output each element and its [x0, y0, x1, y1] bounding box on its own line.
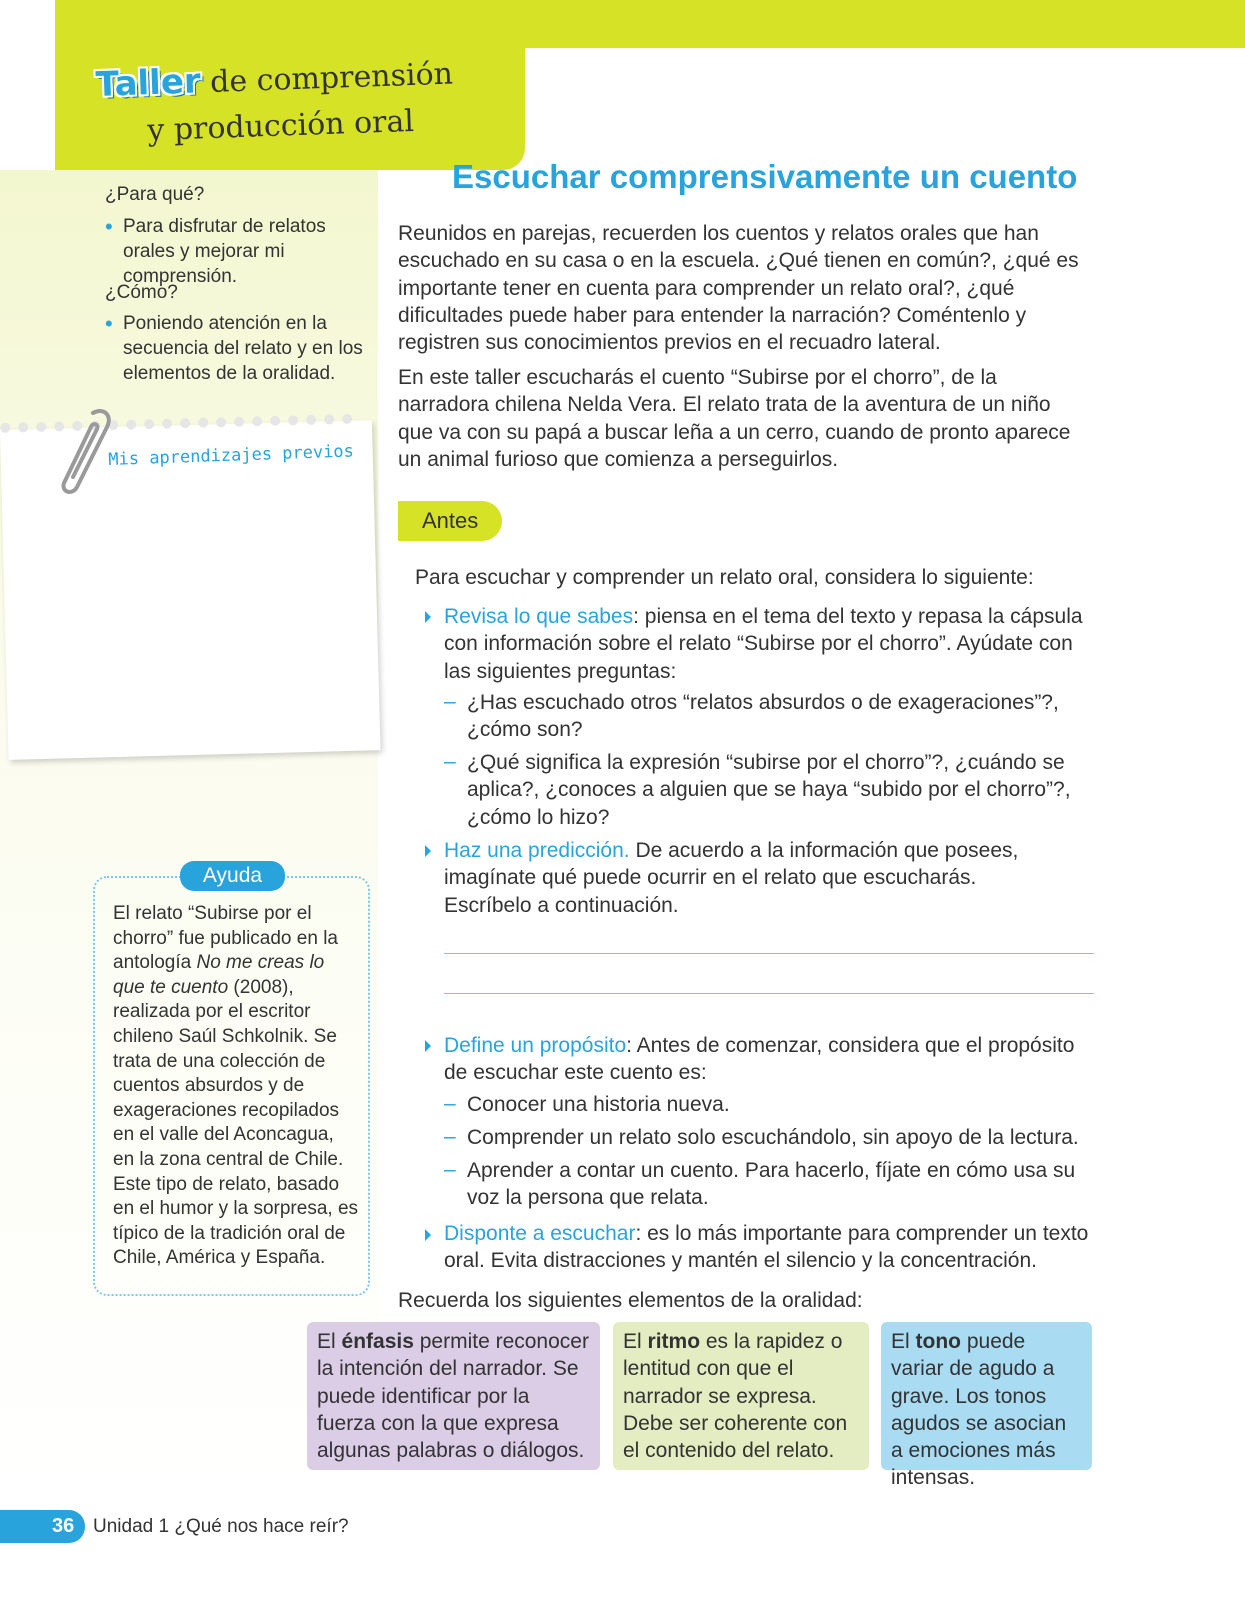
bullet-arrow-icon [425, 611, 431, 623]
page-number: 36 [52, 1515, 75, 1537]
bullet-arrow-icon [425, 845, 431, 857]
dash-icon: – [444, 750, 456, 773]
bullet-heading: Define un propósito [444, 1034, 627, 1057]
box-keyword: énfasis [341, 1330, 414, 1353]
purpose-item-2: Comprender un relato solo escuchándolo, sin apoyo de la lectura. [467, 1126, 1079, 1149]
box-keyword: ritmo [647, 1330, 701, 1353]
help-text-part: (2008), realizada por el escritor chileno Saúl Schkolnik. Se trata de una colección de cuentos absurdos y de exageraciones recopilados en el valle del Aconcagua, en la zona central de Chile. Este tipo de relato, basado en el humor y la sorpresa, es típico de la tradición oral de Chile, América y España. [113, 976, 359, 1269]
sidebar-question-como: ¿Cómo? [105, 282, 178, 303]
bullet-text: : es lo más importante para comprender un texto oral. Evita distracciones y mantén el silencio y la concentración. [444, 1222, 1089, 1273]
sidebar-question-para-que: ¿Para qué? [105, 184, 205, 205]
help-tag: Ayuda [180, 861, 285, 891]
bullet-heading: Revisa lo que sabes [444, 605, 634, 628]
intro-paragraph-2: En este taller escucharás el cuento “Subirse por el chorro”, de la narradora chilena Nelda Vera. El relato trata de la aventura de un niño que va con su papá a buscar leña a un cerro, cuando de pronto aparece un animal furioso que comienza a perseguirlos. [398, 366, 1071, 471]
help-text-part: El relato “Subirse por el chorro” fue publicado en la antología [113, 903, 338, 974]
sidebar-list-para-que [105, 214, 370, 289]
bullet-text: : Antes de comenzar, considera que el propósito de escuchar este cuento es: [444, 1034, 1075, 1085]
antes-intro: Para escuchar y comprender un relato oral, considera lo siguiente: [415, 566, 1034, 589]
dash-icon: – [444, 690, 456, 713]
ritmo-box [613, 1322, 869, 1470]
answer-line[interactable] [444, 953, 1094, 954]
bullet-revisa [444, 603, 1094, 685]
help-text-italic: No me creas lo que te cuento [113, 952, 325, 998]
title-line2: y producción oral [146, 103, 415, 149]
box-text: es la rapidez o lentitud con que el narrador se expresa. Debe ser coherente con el contenido del relato. [623, 1330, 848, 1463]
box-keyword: tono [915, 1330, 961, 1353]
box-text: El [891, 1330, 916, 1353]
help-text [113, 902, 358, 1271]
bullet-prediccion [444, 837, 1064, 919]
bullet-proposito [444, 1032, 1084, 1087]
intro-paragraph-1: Reunidos en parejas, recuerden los cuentos y relatos orales que han escuchado en su casa o en la escuela. ¿Qué tienen en común?, ¿qué es importante tener en cuenta para comprender un relato oral?, ¿qué dificultades puede haber para entender la narración? Coméntenlo y registren sus conocimientos previos en el recuadro lateral. [398, 222, 1079, 355]
bullet-heading: Haz una predicción. [444, 839, 630, 862]
section-title [95, 50, 455, 156]
notes-label: Mis aprendizajes previos [108, 441, 355, 470]
sidebar-list-item: • Poniendo atención en la secuencia del relato y en los elementos de la oralidad. [105, 311, 370, 386]
title-rest-line1: de comprensión [209, 56, 454, 100]
purpose-item-3: Aprender a contar un cuento. Para hacerlo, fíjate en cómo usa su voz la persona que relata. [467, 1159, 1076, 1210]
bullet-arrow-icon [425, 1229, 431, 1241]
answer-line[interactable] [444, 993, 1094, 994]
bullet-text: : piensa en el tema del texto y repasa la cápsula con información sobre el relato “Subirse por el chorro”. Ayúdate con las siguientes preguntas: [444, 605, 1083, 683]
bullet-text: De acuerdo a la información que posees, imagínate qué puede ocurrir en el relato que escucharás. Escríbelo a continuación. [444, 839, 1019, 917]
box-text: permite reconocer la intención del narrador. Se puede identificar por la fuerza con la que expresa algunas palabras o diálogos. [317, 1330, 589, 1463]
box-text: puede variar de agudo a grave. Los tonos agudos se asocian a emociones más intensas. [891, 1330, 1067, 1490]
sidebar-list-item: • Para disfrutar de relatos orales y mejorar mi comprensión. [105, 214, 370, 289]
purpose-item-1: Conocer una historia nueva. [467, 1093, 730, 1116]
sub-question-1: ¿Has escuchado otros “relatos absurdos o de exageraciones”?, ¿cómo son? [467, 691, 1059, 742]
paperclip-icon [55, 405, 115, 500]
recuerda-heading: Recuerda los siguientes elementos de la oralidad: [398, 1289, 863, 1312]
dash-icon: – [444, 1125, 456, 1148]
antes-label: Antes [398, 501, 502, 541]
title-taller-word: Taller [95, 61, 202, 105]
sidebar-list-como [105, 311, 370, 386]
bullet-arrow-icon [425, 1040, 431, 1052]
bullet-heading: Disponte a escuchar [444, 1222, 636, 1245]
page-title: Escuchar comprensivamente un cuento [452, 158, 1078, 195]
bullet-disponte [444, 1220, 1094, 1275]
enfasis-box [307, 1322, 600, 1470]
footer-unit-text: Unidad 1 ¿Qué nos hace reír? [93, 1516, 349, 1537]
box-text: El [623, 1330, 648, 1353]
dash-icon: – [444, 1158, 456, 1181]
sub-question-2: ¿Qué significa la expresión “subirse por el chorro”?, ¿cuándo se aplica?, ¿conoces a alguien que se haya “subido por el chorro”?, ¿cómo lo hizo? [467, 751, 1071, 829]
box-text: El [317, 1330, 342, 1353]
tono-box [881, 1322, 1092, 1490]
dash-icon: – [444, 1092, 456, 1115]
